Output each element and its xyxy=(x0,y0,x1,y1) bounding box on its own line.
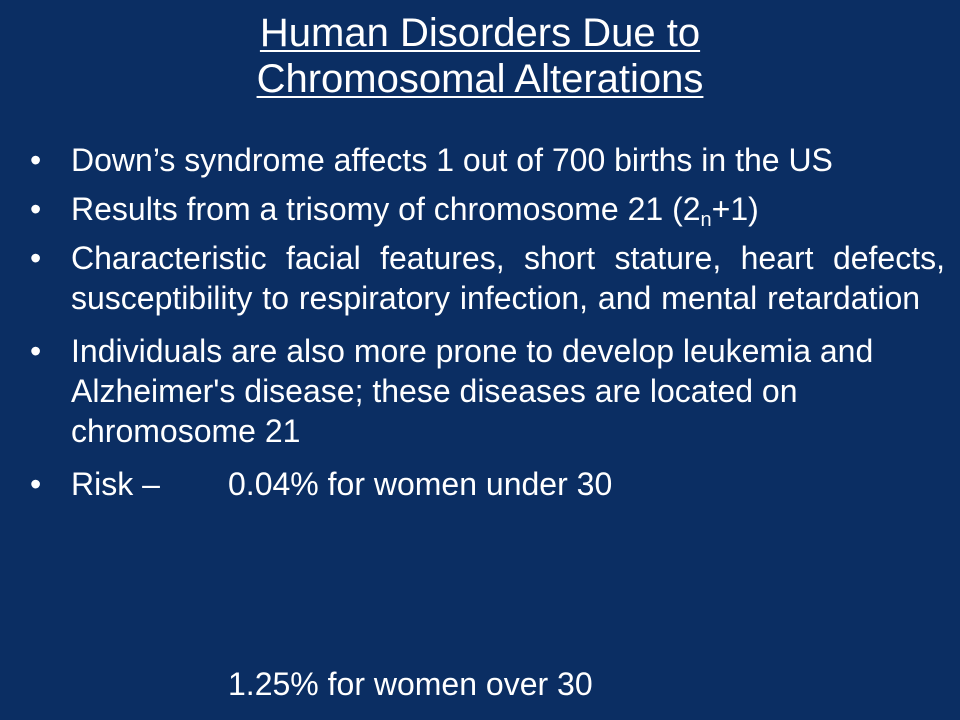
bullet-item-trisomy xyxy=(30,189,945,229)
bullet-item-downs-syndrome xyxy=(30,140,945,180)
bullet-list xyxy=(30,140,945,517)
bullet-dot-icon: • xyxy=(30,240,42,276)
bullet-item-features xyxy=(30,238,945,318)
risk-under-30: 0.04% for women under 30 xyxy=(228,466,613,502)
bullet-dot-icon: • xyxy=(30,142,42,178)
bullet-dot-icon: • xyxy=(30,191,42,227)
bullet-text: Characteristic facial features, short stature, heart defects, susceptibility to respiratory infection, and mental retardation xyxy=(71,240,945,316)
risk-row xyxy=(71,464,945,504)
slide-title xyxy=(0,10,960,102)
bullet-text: Results from a trisomy of chromosome 21 (2 xyxy=(71,191,701,227)
bullet-dot-icon: • xyxy=(30,466,42,502)
bullet-subscript: n xyxy=(700,209,712,231)
risk-label: Risk – xyxy=(71,466,160,502)
bullet-dot-icon: • xyxy=(30,333,42,369)
slide-title-line-1: Human Disorders Due to xyxy=(259,11,701,55)
bullet-text: Individuals are also more prone to develop leukemia and Alzheimer's disease; these diseases are located on chromosome 21 xyxy=(71,333,874,449)
bullet-item-leukemia xyxy=(30,331,945,451)
risk-over-30: 1.25% for women over 30 xyxy=(228,666,593,702)
slide-title-line-2: Chromosomal Alterations xyxy=(256,57,704,101)
bullet-item-risk xyxy=(30,464,945,504)
bullet-text: Down’s syndrome affects 1 out of 700 births in the US xyxy=(71,142,833,178)
bullet-text-end: +1) xyxy=(711,191,759,227)
